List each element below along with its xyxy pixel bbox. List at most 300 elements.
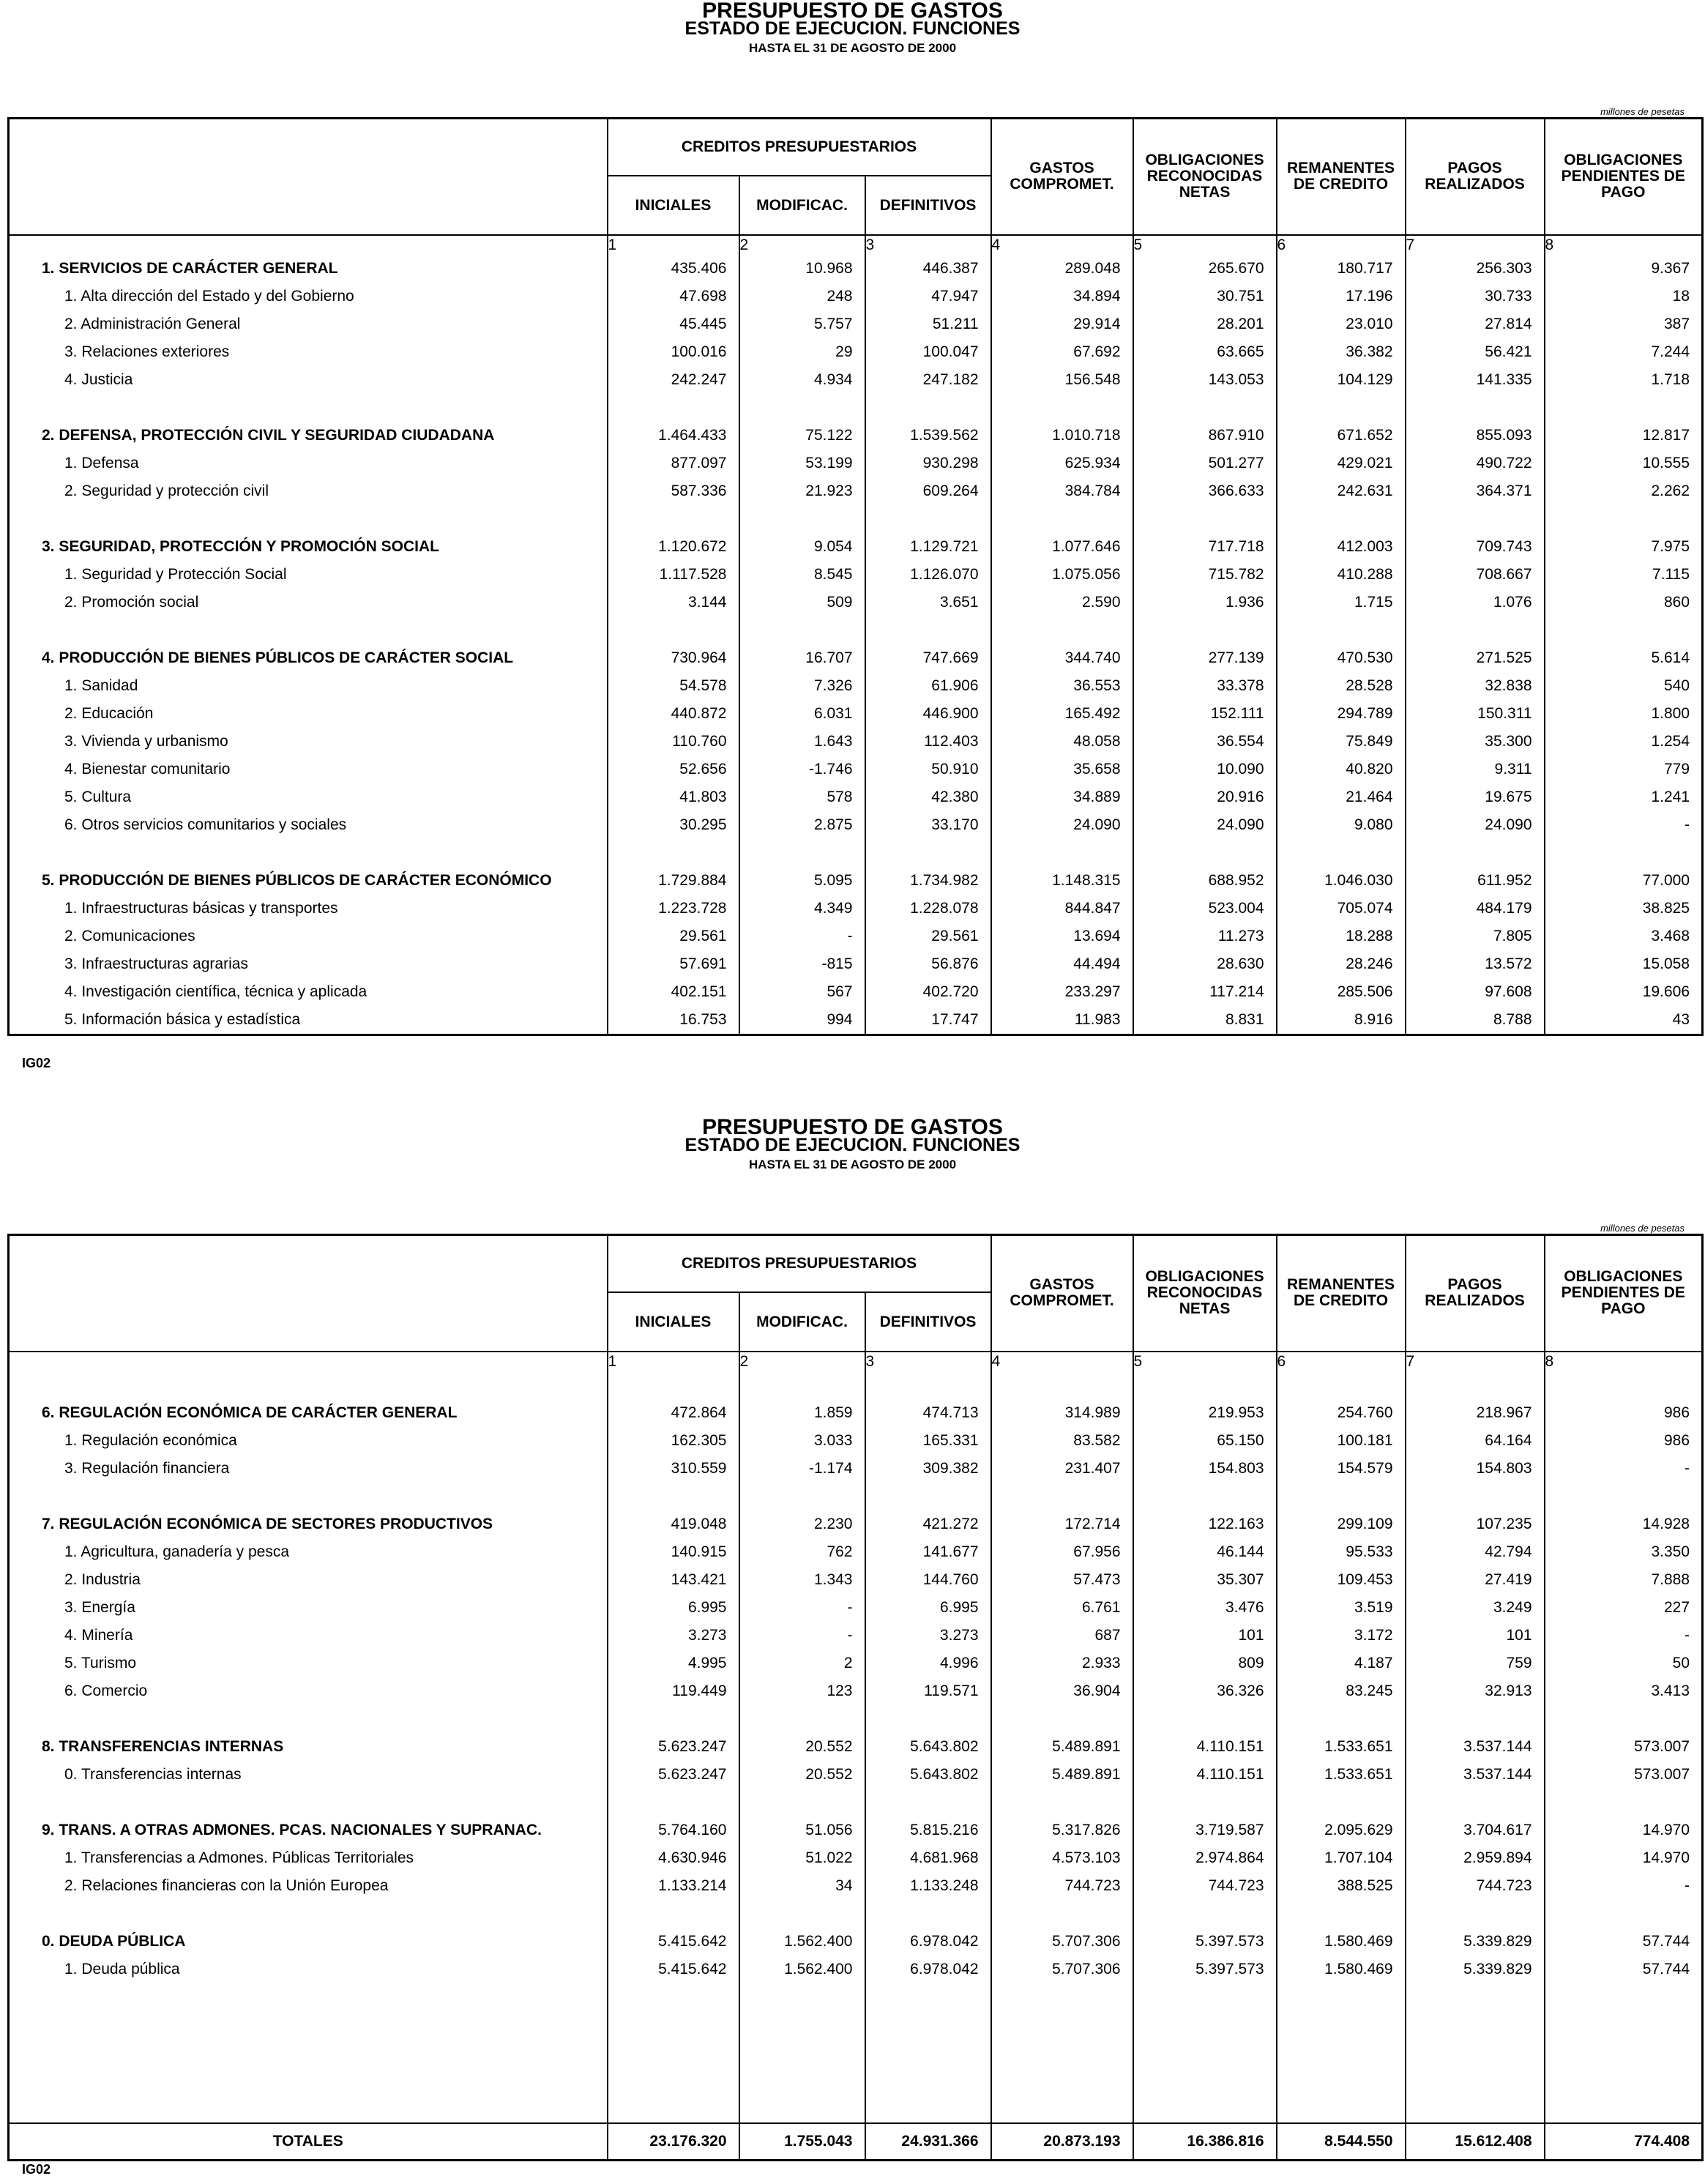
value-cell: 40.820 xyxy=(1277,756,1406,783)
value-cell: 402.720 xyxy=(865,978,991,1006)
spacer-cell xyxy=(1545,1705,1703,1733)
spacer-cell xyxy=(9,1371,608,1399)
value-cell: 419.048 xyxy=(608,1510,739,1538)
value-cell: 28.528 xyxy=(1277,672,1406,700)
spacer-row xyxy=(9,1705,1703,1733)
value-cell: 7.805 xyxy=(1406,923,1545,950)
spacer-cell xyxy=(608,1483,739,1510)
value-cell: 1.133.248 xyxy=(865,1872,991,1900)
value-cell: 140.915 xyxy=(608,1538,739,1566)
value-cell: 231.407 xyxy=(991,1455,1133,1483)
spacer-cell xyxy=(865,1900,991,1928)
value-cell: 9.054 xyxy=(739,533,865,561)
spacer-cell xyxy=(991,1705,1133,1733)
value-cell: 119.449 xyxy=(608,1677,739,1705)
value-cell: 611.952 xyxy=(1406,867,1545,895)
value-cell: 688.952 xyxy=(1133,867,1277,895)
column-number: 4 xyxy=(991,235,1133,255)
value-cell: 256.303 xyxy=(1406,255,1545,283)
value-cell: 63.665 xyxy=(1133,338,1277,366)
value-cell: 19.675 xyxy=(1406,783,1545,811)
row-label: 2. Industria xyxy=(64,1571,141,1588)
value-cell: 30.751 xyxy=(1133,283,1277,310)
value-cell: 18.288 xyxy=(1277,923,1406,950)
row-label: 1. Sanidad xyxy=(64,677,138,694)
value-cell: 844.847 xyxy=(991,895,1133,923)
spacer-cell xyxy=(1406,616,1545,644)
spacer-cell xyxy=(991,2039,1133,2067)
value-cell: 34 xyxy=(739,1872,865,1900)
value-cell: 17.196 xyxy=(1277,283,1406,310)
value-cell: 5.614 xyxy=(1545,644,1703,672)
spacer-cell xyxy=(991,616,1133,644)
value-cell: 7.326 xyxy=(739,672,865,700)
value-cell: 77.000 xyxy=(1545,867,1703,895)
value-cell: 384.784 xyxy=(991,477,1133,505)
value-cell: 877.097 xyxy=(608,450,739,477)
spacer-cell xyxy=(1545,1371,1703,1399)
value-cell: 143.053 xyxy=(1133,366,1277,394)
value-cell: 1.562.400 xyxy=(739,1928,865,1956)
value-cell: 1.343 xyxy=(739,1566,865,1594)
value-cell: 5.815.216 xyxy=(865,1816,991,1844)
spacer-cell xyxy=(608,839,739,867)
spacer-cell xyxy=(1133,505,1277,533)
value-cell: 7.975 xyxy=(1545,533,1703,561)
spacer-cell xyxy=(1545,505,1703,533)
spacer-cell xyxy=(865,839,991,867)
section-row xyxy=(9,867,1703,895)
spacer-cell xyxy=(1133,1789,1277,1816)
value-cell: 587.336 xyxy=(608,477,739,505)
row-label: 2. Educación xyxy=(64,705,154,722)
table-row xyxy=(9,338,1703,366)
value-cell: 4.110.151 xyxy=(1133,1733,1277,1761)
total-value-cell: 16.386.816 xyxy=(1133,2123,1277,2161)
table-row xyxy=(9,477,1703,505)
row-label: 5. Turismo xyxy=(64,1655,137,1671)
spacer-cell xyxy=(9,1789,608,1816)
value-cell: 5.415.642 xyxy=(608,1956,739,1983)
spacer-cell xyxy=(865,2067,991,2095)
value-cell: 730.964 xyxy=(608,644,739,672)
value-cell: 97.608 xyxy=(1406,978,1545,1006)
value-cell: 3.704.617 xyxy=(1406,1816,1545,1844)
value-cell: 5.397.573 xyxy=(1133,1956,1277,1983)
value-cell: 36.553 xyxy=(991,672,1133,700)
value-cell: 277.139 xyxy=(1133,644,1277,672)
spacer-cell xyxy=(739,1900,865,1928)
value-cell: 10.090 xyxy=(1133,756,1277,783)
table-row xyxy=(9,756,1703,783)
value-cell: 14.928 xyxy=(1545,1510,1703,1538)
row-label: 3. Relaciones exteriores xyxy=(64,343,230,360)
value-cell: 4.110.151 xyxy=(1133,1761,1277,1789)
value-cell: 20.916 xyxy=(1133,783,1277,811)
row-label: 1. Infraestructuras básicas y transportes xyxy=(64,900,338,917)
spacer-cell xyxy=(1545,1789,1703,1816)
obligaciones-header: OBLIGACIONES RECONOCIDAS NETAS xyxy=(1133,119,1277,235)
table-row xyxy=(9,1872,1703,1900)
spacer-cell xyxy=(865,2095,991,2123)
value-cell: 10.555 xyxy=(1545,450,1703,477)
iniciales-header: INICIALES xyxy=(608,176,739,235)
value-cell: 100.016 xyxy=(608,338,739,366)
row-label: 3. Infraestructuras agrarias xyxy=(64,955,248,972)
column-number: 1 xyxy=(608,1352,739,1371)
value-cell: 24.090 xyxy=(1406,811,1545,839)
value-cell: 29.914 xyxy=(991,310,1133,338)
value-cell: 344.740 xyxy=(991,644,1133,672)
value-cell: 24.090 xyxy=(1133,811,1277,839)
value-cell: 30.733 xyxy=(1406,283,1545,310)
value-cell: 154.803 xyxy=(1133,1455,1277,1483)
value-cell: 4.681.968 xyxy=(865,1844,991,1872)
table-row xyxy=(9,1677,1703,1705)
value-cell: 10.968 xyxy=(739,255,865,283)
spacer-row xyxy=(9,2067,1703,2095)
value-cell: 75.122 xyxy=(739,422,865,450)
value-cell: 152.111 xyxy=(1133,700,1277,728)
value-cell: 56.421 xyxy=(1406,338,1545,366)
value-cell: 1.580.469 xyxy=(1277,1928,1406,1956)
value-cell: 43 xyxy=(1545,1006,1703,1035)
value-cell: 440.872 xyxy=(608,700,739,728)
value-cell: 366.633 xyxy=(1133,477,1277,505)
spacer-cell xyxy=(1406,1371,1545,1399)
value-cell: 34.889 xyxy=(991,783,1133,811)
value-cell: 242.631 xyxy=(1277,477,1406,505)
value-cell: 1.117.528 xyxy=(608,561,739,589)
table-row xyxy=(9,1566,1703,1594)
value-cell: 21.464 xyxy=(1277,783,1406,811)
value-cell: 1.580.469 xyxy=(1277,1956,1406,1983)
value-cell: 123 xyxy=(739,1677,865,1705)
row-label: 2. Relaciones financieras con la Unión Europea xyxy=(64,1877,389,1894)
value-cell: 6.978.042 xyxy=(865,1928,991,1956)
value-cell: 1.539.562 xyxy=(865,422,991,450)
spacer-cell xyxy=(1277,2039,1406,2067)
value-cell: 180.717 xyxy=(1277,255,1406,283)
value-cell: 23.010 xyxy=(1277,310,1406,338)
value-cell: 715.782 xyxy=(1133,561,1277,589)
value-cell: 3.468 xyxy=(1545,923,1703,950)
value-cell: 83.582 xyxy=(991,1427,1133,1455)
spacer-cell xyxy=(1133,2039,1277,2067)
value-cell: 5.489.891 xyxy=(991,1733,1133,1761)
table-header xyxy=(9,1235,1703,1371)
value-cell: 708.667 xyxy=(1406,561,1545,589)
value-cell: 141.335 xyxy=(1406,366,1545,394)
value-cell: 75.849 xyxy=(1277,728,1406,756)
column-number: 2 xyxy=(739,1352,865,1371)
value-cell: 1.533.651 xyxy=(1277,1733,1406,1761)
value-cell: 45.445 xyxy=(608,310,739,338)
section-label: 9. TRANS. A OTRAS ADMONES. PCAS. NACIONALES Y SUPRANAC. xyxy=(42,1822,542,1838)
value-cell: 470.530 xyxy=(1277,644,1406,672)
column-number: 8 xyxy=(1545,1352,1703,1371)
value-cell: 8.788 xyxy=(1406,1006,1545,1035)
spacer-cell xyxy=(1133,2095,1277,2123)
value-cell: 5.317.826 xyxy=(991,1816,1133,1844)
row-label: 5. Cultura xyxy=(64,789,132,805)
spacer-cell xyxy=(739,1983,865,2011)
section-label: 8. TRANSFERENCIAS INTERNAS xyxy=(42,1738,284,1755)
value-cell: - xyxy=(739,1594,865,1622)
value-cell: 2.262 xyxy=(1545,477,1703,505)
section-row xyxy=(9,255,1703,283)
row-label: 0. Transferencias internas xyxy=(64,1766,242,1783)
value-cell: 144.760 xyxy=(865,1566,991,1594)
value-cell: 11.273 xyxy=(1133,923,1277,950)
value-cell: 1.148.315 xyxy=(991,867,1133,895)
value-cell: 1.464.433 xyxy=(608,422,739,450)
value-cell: 19.606 xyxy=(1545,978,1703,1006)
value-cell: 759 xyxy=(1406,1650,1545,1677)
spacer-cell xyxy=(608,1789,739,1816)
modificac-header: MODIFICAC. xyxy=(739,1292,865,1352)
iniciales-header: INICIALES xyxy=(608,1292,739,1352)
table-row xyxy=(9,283,1703,310)
value-cell: 3.172 xyxy=(1277,1622,1406,1650)
value-cell: 5.489.891 xyxy=(991,1761,1133,1789)
value-cell: 101 xyxy=(1406,1622,1545,1650)
value-cell: 16.707 xyxy=(739,644,865,672)
total-value-cell: 15.612.408 xyxy=(1406,2123,1545,2161)
value-cell: 501.277 xyxy=(1133,450,1277,477)
value-cell: 5.339.829 xyxy=(1406,1928,1545,1956)
spacer-row xyxy=(9,505,1703,533)
value-cell: 4.630.946 xyxy=(608,1844,739,1872)
spacer-cell xyxy=(1406,2011,1545,2039)
value-cell: 762 xyxy=(739,1538,865,1566)
spacer-cell xyxy=(1133,1983,1277,2011)
value-cell: 83.245 xyxy=(1277,1677,1406,1705)
value-cell: 44.494 xyxy=(991,950,1133,978)
spacer-cell xyxy=(865,1983,991,2011)
spacer-cell xyxy=(739,1705,865,1733)
value-cell: 3.537.144 xyxy=(1406,1761,1545,1789)
value-cell: 3.537.144 xyxy=(1406,1733,1545,1761)
spacer-row xyxy=(9,1900,1703,1928)
spacer-cell xyxy=(9,1705,608,1733)
value-cell: 671.652 xyxy=(1277,422,1406,450)
value-cell: 46.144 xyxy=(1133,1538,1277,1566)
row-label: 4. Bienestar comunitario xyxy=(64,761,231,778)
spacer-cell xyxy=(739,394,865,422)
page-title: PRESUPUESTO DE GASTOS xyxy=(702,1115,1003,1139)
value-cell: 4.349 xyxy=(739,895,865,923)
section-row xyxy=(9,1816,1703,1844)
row-label: 3. Vivienda y urbanismo xyxy=(64,733,228,750)
value-cell: 67.692 xyxy=(991,338,1133,366)
value-cell: 21.923 xyxy=(739,477,865,505)
value-cell: 18 xyxy=(1545,283,1703,310)
spacer-cell xyxy=(608,2039,739,2067)
spacer-cell xyxy=(739,2067,865,2095)
value-cell: 472.864 xyxy=(608,1399,739,1427)
value-cell: 56.876 xyxy=(865,950,991,978)
value-cell: 9.080 xyxy=(1277,811,1406,839)
table-row xyxy=(9,1650,1703,1677)
value-cell: 1.046.030 xyxy=(1277,867,1406,895)
value-cell: 1.718 xyxy=(1545,366,1703,394)
column-number: 4 xyxy=(991,1352,1133,1371)
value-cell: 4.934 xyxy=(739,366,865,394)
value-cell: 429.021 xyxy=(1277,450,1406,477)
creditos-header: CREDITOS PRESUPUESTARIOS xyxy=(608,119,991,176)
table-row xyxy=(9,589,1703,616)
value-cell: 265.670 xyxy=(1133,255,1277,283)
value-cell: 1.076 xyxy=(1406,589,1545,616)
value-cell: 294.789 xyxy=(1277,700,1406,728)
row-label: 3. Regulación financiera xyxy=(64,1460,230,1477)
value-cell: 8.545 xyxy=(739,561,865,589)
value-cell: 2.959.894 xyxy=(1406,1844,1545,1872)
value-cell: 247.182 xyxy=(865,366,991,394)
value-cell: 994 xyxy=(739,1006,865,1035)
footer-code: IG02 xyxy=(22,1056,51,1070)
column-number: 3 xyxy=(865,235,991,255)
spacer-cell xyxy=(865,2011,991,2039)
value-cell: 809 xyxy=(1133,1650,1277,1677)
spacer-cell xyxy=(1545,1900,1703,1928)
row-label: 3. Energía xyxy=(64,1599,135,1616)
spacer-cell xyxy=(1133,839,1277,867)
value-cell: 744.723 xyxy=(991,1872,1133,1900)
value-cell: 1.010.718 xyxy=(991,422,1133,450)
value-cell: 540 xyxy=(1545,672,1703,700)
section-row xyxy=(9,1733,1703,1761)
spacer-cell xyxy=(1133,1900,1277,1928)
spacer-cell xyxy=(9,2011,608,2039)
spacer-cell xyxy=(9,2039,608,2067)
row-label: 1. Alta dirección del Estado y del Gobierno xyxy=(64,288,354,305)
table-row xyxy=(9,1455,1703,1483)
value-cell: 141.677 xyxy=(865,1538,991,1566)
spacer-cell xyxy=(1406,839,1545,867)
value-cell: 110.760 xyxy=(608,728,739,756)
spacer-row xyxy=(9,2011,1703,2039)
section-label: 3. SEGURIDAD, PROTECCIÓN Y PROMOCIÓN SOCIAL xyxy=(42,538,439,555)
value-cell: 5.339.829 xyxy=(1406,1956,1545,1983)
spacer-cell xyxy=(1545,2095,1703,2123)
value-cell: 1.075.056 xyxy=(991,561,1133,589)
value-cell: 29 xyxy=(739,338,865,366)
spacer-cell xyxy=(991,505,1133,533)
value-cell: 3.350 xyxy=(1545,1538,1703,1566)
table-row xyxy=(9,783,1703,811)
spacer-cell xyxy=(1406,505,1545,533)
total-value-cell: 8.544.550 xyxy=(1277,2123,1406,2161)
spacer-cell xyxy=(739,2095,865,2123)
section-label: 2. DEFENSA, PROTECCIÓN CIVIL Y SEGURIDAD CIUDADANA xyxy=(42,427,495,444)
value-cell: 4.573.103 xyxy=(991,1844,1133,1872)
value-cell: 3.476 xyxy=(1133,1594,1277,1622)
table-body xyxy=(9,255,1703,1035)
spacer-cell xyxy=(739,1789,865,1816)
spacer-cell xyxy=(9,839,608,867)
value-cell: -815 xyxy=(739,950,865,978)
value-cell: 6.031 xyxy=(739,700,865,728)
spacer-cell xyxy=(608,1371,739,1399)
gastos-header: GASTOS COMPROMET. xyxy=(991,1235,1133,1352)
value-cell: 57.744 xyxy=(1545,1956,1703,1983)
section-row xyxy=(9,644,1703,672)
total-value-cell: 24.931.366 xyxy=(865,2123,991,2161)
table-row xyxy=(9,672,1703,700)
value-cell: 67.956 xyxy=(991,1538,1133,1566)
table-row xyxy=(9,978,1703,1006)
value-cell: 233.297 xyxy=(991,978,1133,1006)
pendientes-header: OBLIGACIONES PENDIENTES DE PAGO xyxy=(1545,119,1703,235)
section-row xyxy=(9,1510,1703,1538)
value-cell: 52.656 xyxy=(608,756,739,783)
value-cell: 6.761 xyxy=(991,1594,1133,1622)
value-cell: 57.691 xyxy=(608,950,739,978)
value-cell: 12.817 xyxy=(1545,422,1703,450)
value-cell: 309.382 xyxy=(865,1455,991,1483)
value-cell: 27.419 xyxy=(1406,1566,1545,1594)
value-cell: 3.144 xyxy=(608,589,739,616)
spacer-cell xyxy=(1406,2039,1545,2067)
value-cell: 227 xyxy=(1545,1594,1703,1622)
value-cell: 7.115 xyxy=(1545,561,1703,589)
value-cell: 1.715 xyxy=(1277,589,1406,616)
value-cell: 687 xyxy=(991,1622,1133,1650)
value-cell: 35.307 xyxy=(1133,1566,1277,1594)
value-cell: 1.707.104 xyxy=(1277,1844,1406,1872)
units-label: millones de pesetas xyxy=(1600,1223,1685,1234)
value-cell: 32.913 xyxy=(1406,1677,1545,1705)
spacer-cell xyxy=(1277,839,1406,867)
value-cell: 484.179 xyxy=(1406,895,1545,923)
value-cell: 13.694 xyxy=(991,923,1133,950)
remanentes-header: REMANENTES DE CREDITO xyxy=(1277,119,1406,235)
value-cell: 5.623.247 xyxy=(608,1761,739,1789)
value-cell: 48.058 xyxy=(991,728,1133,756)
value-cell: 57.744 xyxy=(1545,1928,1703,1956)
column-number: 3 xyxy=(865,1352,991,1371)
column-number: 8 xyxy=(1545,235,1703,255)
value-cell: 5.643.802 xyxy=(865,1733,991,1761)
spacer-cell xyxy=(9,1483,608,1510)
value-cell: - xyxy=(739,923,865,950)
table-row xyxy=(9,1538,1703,1566)
section-label: 6. REGULACIÓN ECONÓMICA DE CARÁCTER GENERAL xyxy=(42,1404,458,1421)
value-cell: 32.838 xyxy=(1406,672,1545,700)
value-cell: 1.241 xyxy=(1545,783,1703,811)
table-row xyxy=(9,450,1703,477)
spacer-cell xyxy=(1406,1483,1545,1510)
table-header xyxy=(9,119,1703,255)
spacer-cell xyxy=(9,394,608,422)
value-cell: 122.163 xyxy=(1133,1510,1277,1538)
value-cell: 17.747 xyxy=(865,1006,991,1035)
value-cell: 14.970 xyxy=(1545,1816,1703,1844)
value-cell: 930.298 xyxy=(865,450,991,477)
value-cell: 5.764.160 xyxy=(608,1816,739,1844)
value-cell: 1.734.982 xyxy=(865,867,991,895)
value-cell: 109.453 xyxy=(1277,1566,1406,1594)
value-cell: 705.074 xyxy=(1277,895,1406,923)
spacer-cell xyxy=(1406,1900,1545,1928)
value-cell: 6.995 xyxy=(865,1594,991,1622)
value-cell: 219.953 xyxy=(1133,1399,1277,1427)
value-cell: 50 xyxy=(1545,1650,1703,1677)
column-numbers xyxy=(9,235,1703,255)
value-cell: 567 xyxy=(739,978,865,1006)
